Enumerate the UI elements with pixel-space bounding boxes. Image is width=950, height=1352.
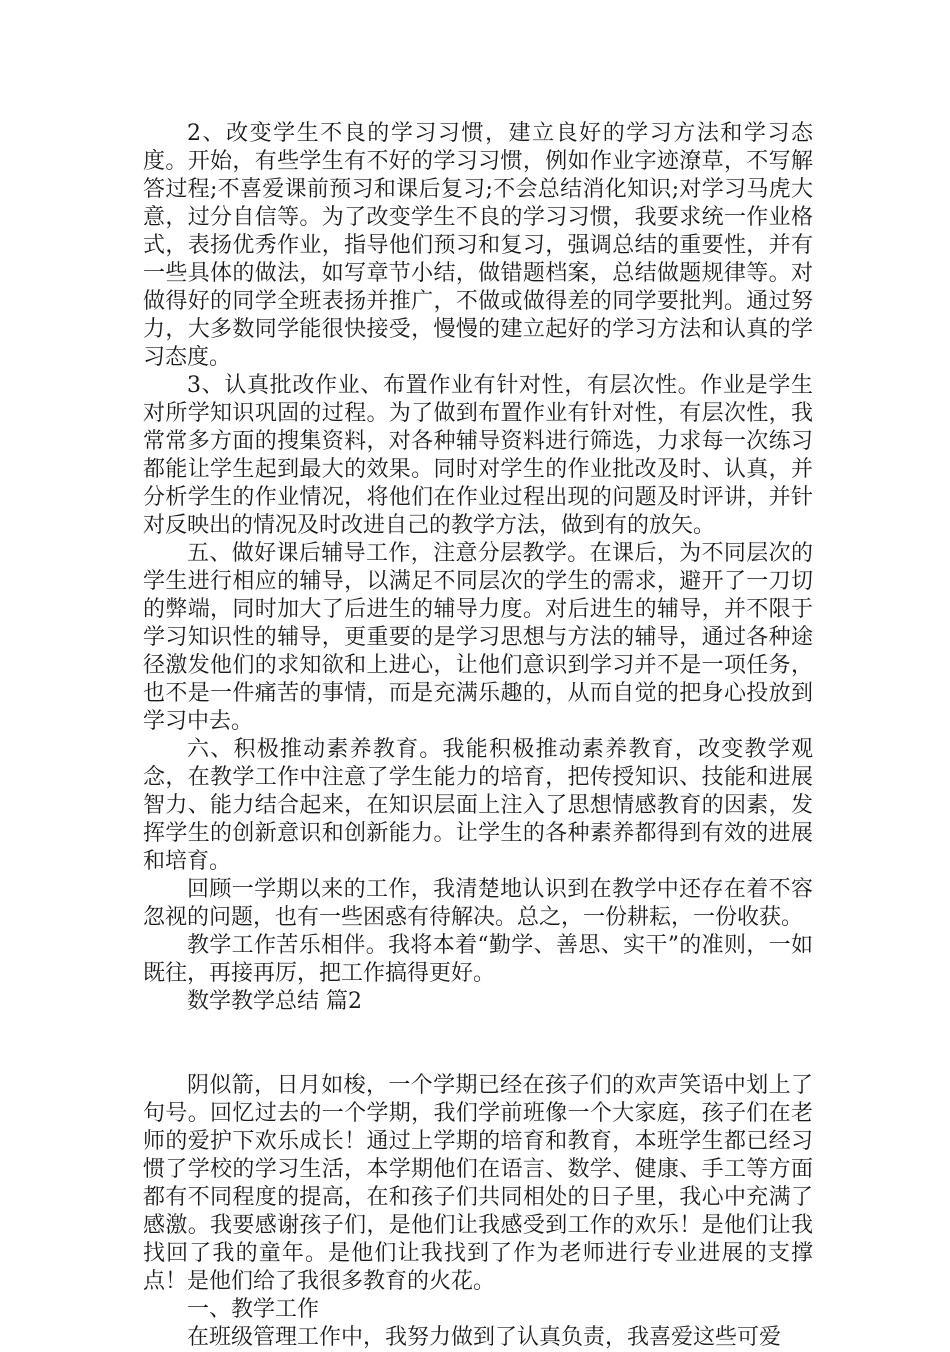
paragraph-semester-intro: 阴似箭，日月如梭，一个学期已经在孩子们的欢声笑语中划上了句号。回忆过去的一个学期，我们学前班像一个大家庭，孩子们在老师的爱护下欢乐成长！通过上学期的培育和教育，本班学生都已经习惯了学校的学习生活，本学期他们在语言、数学、健康、手工等方面都有不同程度的提高，在和孩子们共同相处的日子里，我心中充满了感激。我要感谢孩子们，是他们让我感受到工作的欢乐！是他们让我找回了我的童年。是他们让我找到了作为老师进行专业进展的支撑点！是他们给了我很多教育的火花。 — [143, 1073, 813, 1294]
paragraph-review: 回顾一学期以来的工作，我清楚地认识到在教学中还存在着不容忽视的问题，也有一些困惑有待解决。总之，一份耕耘，一份收获。 — [143, 877, 813, 930]
paragraph-conclusion: 教学工作苦乐相伴。我将本着“勤学、善思、实干”的准则，一如既往，再接再厉，把工作搞得更好。 — [143, 933, 813, 986]
document-page — [143, 120, 813, 1352]
paragraph-homework: 3、认真批改作业、布置作业有针对性，有层次性。作业是学生对所学知识巩固的过程。为了做到布置作业有针对性，有层次性，我常常多方面的搜集资料，对各种辅导资料进行筛选，力求每一次练习都能让学生起到最大的效果。同时对学生的作业批改及时、认真，并分析学生的作业情况，将他们在作业过程出现的问题及时评讲，并针对反映出的情况及时改进自己的教学方法，做到有的放矢。 — [143, 373, 813, 538]
subheading-teaching-work: 一、教学工作 — [187, 1297, 320, 1322]
paragraph-study-habits: 2、改变学生不良的学习习惯，建立良好的学习方法和学习态度。开始，有些学生有不好的学习习惯，例如作业字迹潦草，不写解答过程;不喜爱课前预习和课后复习;不会总结消化知识;对学习马虎大意，过分自信等。为了改变学生不良的学习习惯，我要求统一作业格式，表扬优秀作业，指导他们预习和复习，强调总结的重要性，并有一些具体的做法，如写章节小结，做错题档案，总结做题规律等。对做得好的同学全班表扬并推广，不做或做得差的同学要批判。通过努力，大多数同学能很快接受，慢慢的建立起好的学习方法和认真的学习态度。 — [143, 121, 813, 370]
paragraph-class-management: 在班级管理工作中，我努力做到了认真负责，我喜爱这些可爱 — [187, 1325, 782, 1350]
paragraph-quality-education: 六、积极推动素养教育。我能积极推动素养教育，改变教学观念，在教学工作中注意了学生能力的培育，把传授知识、技能和进展智力、能力结合起来，在知识层面上注入了思想情感教育的因素，发挥学生的创新意识和创新能力。让学生的各种素养都得到有效的进展和培育。 — [143, 737, 813, 874]
paragraph-after-class-tutoring: 五、做好课后辅导工作，注意分层教学。在课后，为不同层次的学生进行相应的辅导，以满足不同层次的学生的需求，避开了一刀切的弊端，同时加大了后进生的辅导力度。对后进生的辅导，并不限于学习知识性的辅导，更重要的是学习思想与方法的辅导，通过各种途径激发他们的求知欲和上进心，让他们意识到学习并不是一项任务，也不是一件痛苦的事情，而是充满乐趣的，从而自觉的把身心投放到学习中去。 — [143, 541, 813, 734]
section-spacer — [143, 1016, 813, 1072]
section-title: 数学教学总结 篇2 — [187, 989, 362, 1014]
